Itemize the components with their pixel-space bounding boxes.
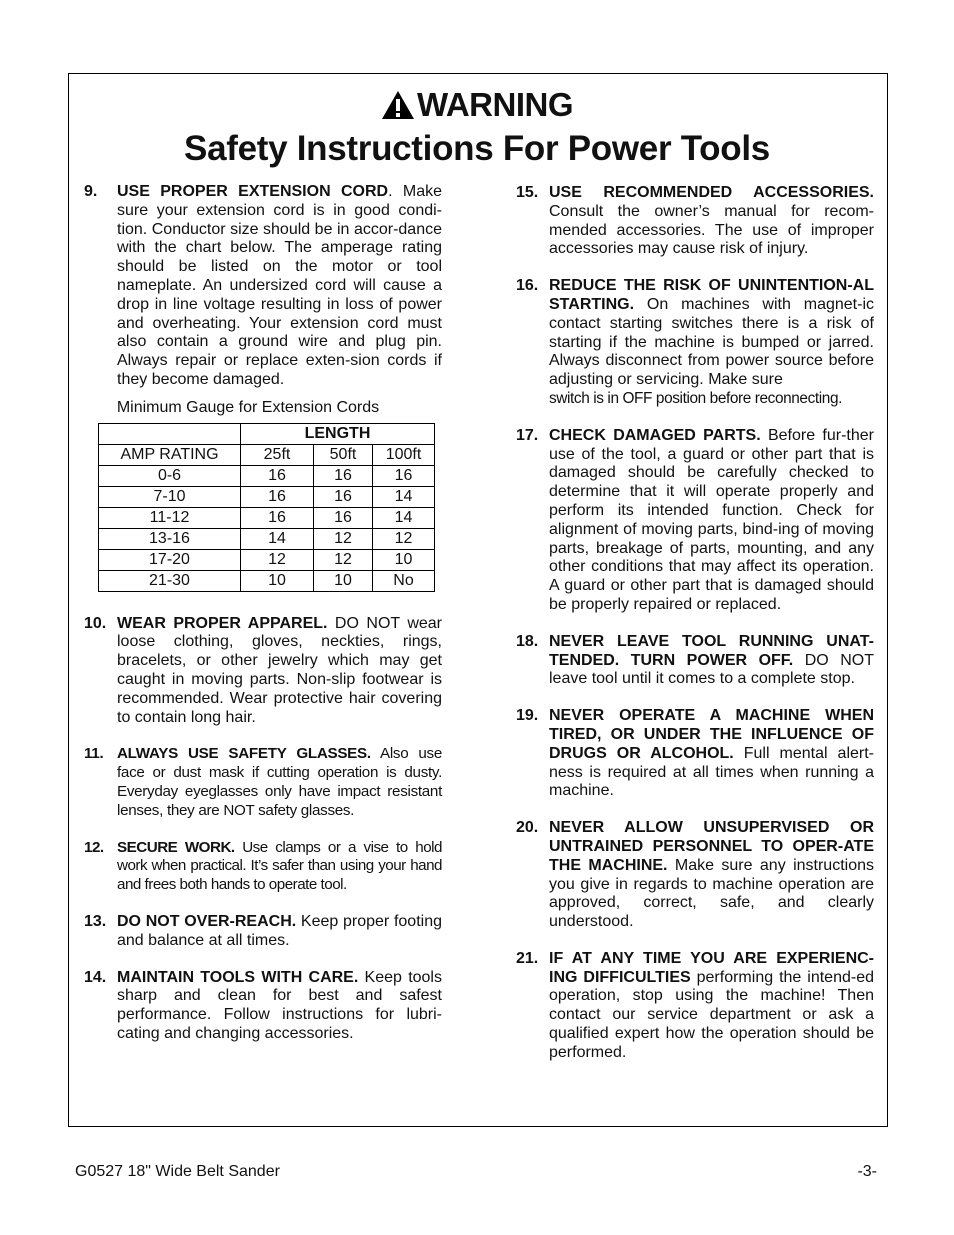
item-heading: DO NOT OVER-REACH. xyxy=(117,912,297,930)
instruction-item-12 xyxy=(84,839,442,895)
item-body: Use clamps or a vise to hold work when practical. It’s safer than using your hand and frees both hands to operate tool. xyxy=(117,838,442,894)
col-header: 50ft xyxy=(314,444,373,465)
table-row xyxy=(99,549,435,570)
instruction-item-11 xyxy=(84,745,442,820)
instruction-item-17 xyxy=(516,427,874,615)
table-cell: 14 xyxy=(373,507,435,528)
instruction-item-9 xyxy=(84,183,442,390)
instruction-item-14 xyxy=(84,969,442,1044)
item-body: . Make sure your extension cord is in good condi-tion. Conductor size should be in accor-dance with the chart below. The amperage rating should be listed on the motor or tool nameplate. An undersized cord will cause a drop in line voltage resulting in loss of power and overheating. Your extension cord must also contain a ground wire and plug pin. Always repair or replace exten-sion cords if they become damaged. xyxy=(117,183,443,388)
table-cell: 16 xyxy=(241,507,314,528)
item-body: DO NOT wear loose clothing, gloves, neckties, rings, bracelets, or other jewelry which may get caught in moving parts. Non-slip footwear is recommended. Wear protective hair covering to contain long hair. xyxy=(117,614,443,726)
item-number: 9. xyxy=(84,183,98,200)
table-cell: No xyxy=(373,570,435,591)
item-number: 12. xyxy=(84,838,104,856)
item-heading: ALWAYS USE SAFETY GLASSES. xyxy=(117,745,371,763)
warning-label: WARNING xyxy=(417,86,573,123)
item-heading: NEVER ALLOW UNSUPERVISED OR UNTRAINED PERSONNEL TO OPER-ATE THE MACHINE. xyxy=(549,819,874,874)
instruction-item-21 xyxy=(516,950,874,1063)
table-cell: 16 xyxy=(241,465,314,486)
instruction-item-10 xyxy=(84,615,442,728)
table-cell: 10 xyxy=(241,570,314,591)
table-caption: Minimum Gauge for Extension Cords xyxy=(116,398,380,416)
table-header-row xyxy=(99,423,435,444)
table-cell: 12 xyxy=(241,549,314,570)
instruction-item-20 xyxy=(516,819,874,932)
right-column xyxy=(516,184,874,1081)
table-column-headers xyxy=(99,444,435,465)
table-cell: 12 xyxy=(314,528,373,549)
page-title: Safety Instructions For Power Tools xyxy=(184,129,770,168)
table-cell: 16 xyxy=(314,465,373,486)
item-body: Consult the owner’s manual for recom-mended accessories. The use of improper accessories may cause risk of injury. xyxy=(549,202,874,258)
col-header: 25ft xyxy=(241,444,314,465)
item-number: 14. xyxy=(84,968,107,986)
warning-triangle-icon xyxy=(381,90,415,120)
table-cell: 12 xyxy=(373,528,435,549)
item-heading: WEAR PROPER APPAREL. xyxy=(117,614,328,632)
table-cell: 14 xyxy=(373,486,435,507)
table-cell: 7-10 xyxy=(99,486,241,507)
instruction-item-16 xyxy=(516,277,874,409)
item-body: Keep tools sharp and clean for best and safest performance. Follow instructions for lubri-cating and changing accessories. xyxy=(117,968,442,1042)
item-body: performing the intend-ed operation, stop using the machine! Then contact our service department or ask a qualified expert how the operation should be performed. xyxy=(549,968,875,1061)
item-heading: NEVER OPERATE A MACHINE WHEN TIRED, OR UNDER THE INFLUENCE OF DRUGS OR ALCOHOL. xyxy=(549,707,874,762)
warning-heading xyxy=(0,86,954,124)
table-cell: 16 xyxy=(314,507,373,528)
instruction-item-13 xyxy=(84,913,442,951)
item-body: Full mental alert-ness is required at all times when running a machine. xyxy=(549,744,875,800)
item-body: Before fur-ther use of the tool, a guard or other part that is damaged should be carefully checked to determine that it will operate properly and perform its intended function. Check for alignment of moving parts, bind-ing of moving parts, breakage of parts, mounting, and any other conditions that may affect its operation. A guard or other part that is damaged should be properly repaired or replaced. xyxy=(549,426,874,613)
left-column xyxy=(84,183,442,1062)
item-number: 11. xyxy=(84,745,104,763)
item-number: 10. xyxy=(84,614,107,632)
table-cell: 16 xyxy=(314,486,373,507)
item-number: 13. xyxy=(84,912,107,930)
table-row xyxy=(99,570,435,591)
item-heading: SECURE WORK. xyxy=(117,838,235,856)
item-body: DO NOT leave tool until it comes to a complete stop. xyxy=(549,651,875,688)
item-number: 19. xyxy=(516,707,539,725)
table-row xyxy=(99,528,435,549)
extension-cord-gauge-table xyxy=(98,423,435,592)
item-number: 17. xyxy=(516,426,539,444)
footer-manual-title: G0527 18" Wide Belt Sander xyxy=(75,1163,280,1180)
table-cell: 0-6 xyxy=(99,465,241,486)
table-cell: 10 xyxy=(373,549,435,570)
item-heading: IF AT ANY TIME YOU ARE EXPERIENC-ING DIFFICULTIES xyxy=(549,949,874,986)
table-header-blank xyxy=(99,423,241,444)
length-header: LENGTH xyxy=(241,423,435,444)
table-cell: 16 xyxy=(241,486,314,507)
table-row xyxy=(99,486,435,507)
item-heading: USE RECOMMENDED ACCESSORIES. xyxy=(549,184,874,201)
col-header: 100ft xyxy=(373,444,435,465)
item-heading: NEVER LEAVE TOOL RUNNING UNAT-TENDED. TURN POWER OFF. xyxy=(549,632,874,669)
item-number: 20. xyxy=(516,819,539,837)
table-cell: 17-20 xyxy=(99,549,241,570)
item-body-tail: switch is in OFF position before reconnecting. xyxy=(549,389,842,407)
table-cell: 10 xyxy=(314,570,373,591)
table-cell: 16 xyxy=(373,465,435,486)
item-heading: CHECK DAMAGED PARTS. xyxy=(549,426,761,444)
item-number: 15. xyxy=(516,184,539,201)
item-body: Make sure any instructions you give in regards to machine operation are approved, correct, safe, and clearly understood. xyxy=(549,856,874,931)
item-number: 16. xyxy=(516,277,539,295)
table-cell: 14 xyxy=(241,528,314,549)
instruction-item-18 xyxy=(516,633,874,689)
table-cell: 13-16 xyxy=(99,528,241,549)
table-cell: 21-30 xyxy=(99,570,241,591)
table-row xyxy=(99,507,435,528)
item-heading: MAINTAIN TOOLS WITH CARE. xyxy=(117,968,359,986)
item-number: 21. xyxy=(516,949,539,967)
item-body: Keep proper footing and balance at all times. xyxy=(117,912,442,949)
table-row xyxy=(99,465,435,486)
footer-page-number: -3- xyxy=(857,1163,877,1180)
item-heading: REDUCE THE RISK OF UNINTENTION-AL STARTING. xyxy=(549,277,874,313)
col-header: AMP RATING xyxy=(99,444,241,465)
table-cell: 12 xyxy=(314,549,373,570)
item-number: 18. xyxy=(516,632,539,650)
instruction-item-15 xyxy=(516,184,874,259)
item-heading: USE PROPER EXTENSION CORD xyxy=(117,183,389,200)
item-body: Also use face or dust mask if cutting operation is dusty. Everyday eyeglasses only have impact resistant lenses, they are NOT safety glasses. xyxy=(117,745,443,819)
table-cell: 11-12 xyxy=(99,507,241,528)
item-body: On machines with magnet-ic contact starting switches there is a risk of starting if the machine is bumped or jarred. Always disconnect from power source before adjusting or servicing. Make sure xyxy=(549,295,874,389)
instruction-item-19 xyxy=(516,707,874,801)
